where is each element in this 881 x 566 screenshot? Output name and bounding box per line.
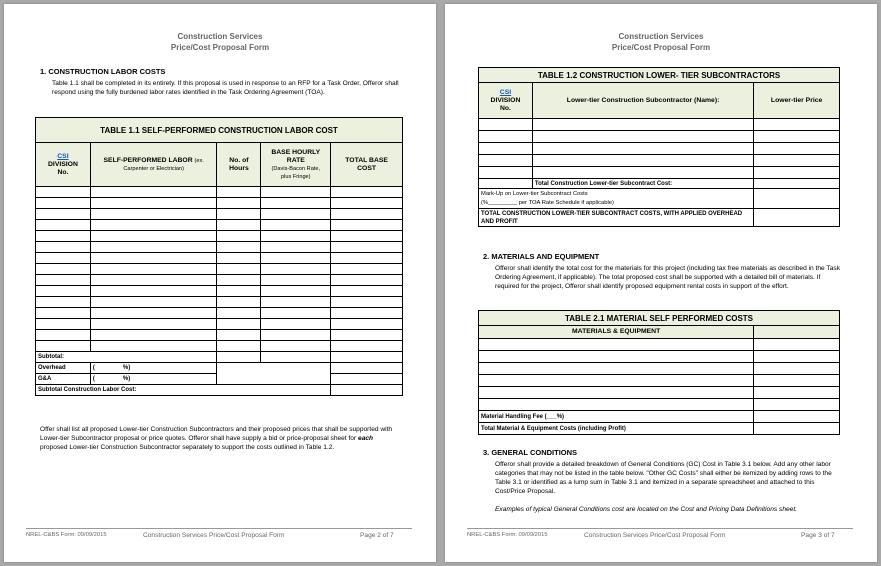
no-label: No. [499,104,511,112]
rate-label-2: RATE [286,156,305,164]
input-cell[interactable] [36,275,91,286]
table-row [36,231,403,242]
labor-label: SELF-PERFORMED LABOR [103,156,193,164]
table-row [36,275,403,286]
input-cell[interactable] [90,198,217,209]
input-cell[interactable] [261,297,331,308]
table-1-2 [478,67,840,227]
input-cell[interactable] [90,286,217,297]
footer-title: Construction Services Price/Cost Proposal Form [584,532,726,539]
input-cell[interactable] [331,198,403,209]
input-cell[interactable] [217,319,261,330]
input-cell[interactable] [217,286,261,297]
input-cell[interactable] [36,286,91,297]
input-cell[interactable] [754,131,840,143]
markup-line-2: (%_________ per TOA Rate Schedule if applicable) [481,199,614,206]
footer-form-id: NREL-C&BS Form: 09/09/2015 [467,532,548,538]
input-cell[interactable] [331,187,403,198]
input-cell[interactable] [331,330,403,341]
input-cell[interactable] [36,253,91,264]
table-2-1-title: TABLE 2.1 MATERIAL SELF PERFORMED COSTS [479,311,840,326]
ga-pct-open: ( [92,376,95,382]
table-row [36,264,403,275]
header-line-2: Price/Cost Proposal Form [170,43,270,52]
input-cell[interactable] [36,330,91,341]
table-2-1 [478,310,840,435]
col-materials-equipment: MATERIALS & EQUIPMENT [479,326,754,339]
rate-label-1: BASE HOURLY [271,148,321,156]
input-cell[interactable] [90,319,217,330]
input-cell[interactable] [90,308,217,319]
ga-pct-close: %) [122,376,131,382]
input-cell[interactable] [261,308,331,319]
input-cell[interactable] [532,143,753,155]
input-cell[interactable] [90,209,217,220]
overhead-pct-close: %) [122,365,131,371]
input-cell[interactable] [331,275,403,286]
input-cell[interactable] [90,297,217,308]
ga-percent[interactable] [90,374,217,385]
input-cell[interactable] [331,253,403,264]
input-cell[interactable] [217,231,261,242]
table-row [479,363,840,375]
footer-page-number: Page 3 of 7 [801,532,835,539]
col-subcontractor-name: Lower-tier Construction Subcontractor (Name): [532,83,753,119]
para2-text: Offer shall list all proposed Lower-tier Construction Subcontractors and their proposed prices that shall be supported with Lower-tier Subcontractor proposal or price quotes. Offeror shall have supply a bid or price-proposal sheet for [40,426,393,442]
col-self-performed-labor [90,143,217,187]
markup-label [479,189,754,209]
footer-rule [26,528,412,529]
input-cell[interactable] [754,167,840,179]
input-cell[interactable] [754,363,840,375]
input-cell[interactable] [36,297,91,308]
col-total-base-cost [331,143,403,187]
total-label-1: TOTAL BASE [345,156,388,164]
total-subcontract-cost[interactable] [754,179,840,189]
input-cell[interactable] [479,399,754,411]
table-row [36,242,403,253]
input-cell[interactable] [754,155,840,167]
csi-link[interactable]: CSI [57,152,69,160]
input-cell[interactable] [217,308,261,319]
subtotal-labor-label: Subtotal Construction Labor Cost: [36,385,331,396]
table-row [36,308,403,319]
input-cell[interactable] [479,339,754,351]
input-cell[interactable] [261,341,331,352]
input-cell[interactable] [261,264,331,275]
input-cell[interactable] [217,275,261,286]
input-cell[interactable] [532,119,753,131]
input-cell[interactable] [90,253,217,264]
input-cell[interactable] [479,167,533,179]
table-row [36,319,403,330]
ga-label: G&A [36,374,91,385]
input-cell[interactable] [217,209,261,220]
input-cell[interactable] [532,167,753,179]
table-row [36,330,403,341]
document-page-2 [4,4,436,562]
table-1-2-body [479,119,840,179]
para2-end: proposed Lower-tier Construction Subcontractor separately to support the costs outlined in Table 1.2. [40,444,335,451]
total-label-2: COST [357,164,377,172]
ga-cost[interactable] [331,374,403,385]
subtotal-hours[interactable] [217,352,261,363]
input-cell[interactable] [261,187,331,198]
col-lower-tier-price: Lower-tier Price [754,83,840,119]
col-base-hourly-rate [261,143,331,187]
input-cell[interactable] [754,375,840,387]
input-cell[interactable] [217,264,261,275]
hours-label-2: Hours [229,164,249,172]
table-row [479,155,840,167]
table-row [36,198,403,209]
total-material-label: Total Material & Equipment Costs (including Profit) [479,423,754,435]
input-cell[interactable] [532,131,753,143]
markup-cost[interactable] [754,189,840,209]
input-cell[interactable] [331,264,403,275]
input-cell[interactable] [331,297,403,308]
overhead-pct-open: ( [92,365,95,371]
paragraph-subcontractors [40,425,402,452]
input-cell[interactable] [331,319,403,330]
input-cell[interactable] [90,242,217,253]
table-row [479,375,840,387]
total-material-cost[interactable] [754,423,840,435]
input-cell[interactable] [261,275,331,286]
table-row [36,209,403,220]
footer-rule [467,528,853,529]
footer-form-id: NREL-C&BS Form: 09/09/2015 [26,532,107,538]
header-line-1: Construction Services [177,32,263,41]
input-cell[interactable] [754,387,840,399]
input-cell[interactable] [90,187,217,198]
hours-label-1: No. of [229,156,249,164]
division-label: DIVISION [48,160,78,168]
input-cell[interactable] [261,319,331,330]
input-cell[interactable] [36,242,91,253]
table-row [479,351,840,363]
input-cell[interactable] [532,155,753,167]
input-cell[interactable] [331,209,403,220]
input-cell[interactable] [90,264,217,275]
input-cell[interactable] [217,242,261,253]
subtotal-labor-cost[interactable] [331,385,403,396]
input-cell[interactable] [331,308,403,319]
input-cell[interactable] [479,143,533,155]
input-cell[interactable] [36,341,91,352]
input-cell[interactable] [261,330,331,341]
input-cell[interactable] [217,198,261,209]
table-row [479,131,840,143]
division-label: DIVISION [490,96,521,104]
table-1-2-title: TABLE 1.2 CONSTRUCTION LOWER- TIER SUBCONTRACTORS [479,68,840,83]
section-1-title: 1. CONSTRUCTION LABOR COSTS [40,67,166,76]
input-cell[interactable] [261,231,331,242]
table-row [479,339,840,351]
page-header [4,31,436,53]
input-cell[interactable] [754,351,840,363]
total-lower-tier-label: TOTAL CONSTRUCTION LOWER-TIER SUBCONTRACT COSTS, WITH APPLIED OVERHEAD AND PROFIT [479,209,754,227]
handling-fee-cost[interactable] [754,411,840,423]
table-row [479,399,840,411]
ga-blank [217,374,331,385]
input-cell[interactable] [331,231,403,242]
table-row [36,341,403,352]
input-cell[interactable] [36,308,91,319]
subtotal-cost[interactable] [331,352,403,363]
input-cell[interactable] [36,220,91,231]
input-cell[interactable] [36,209,91,220]
input-cell[interactable] [754,399,840,411]
input-cell[interactable] [90,341,217,352]
input-cell[interactable] [331,341,403,352]
overhead-blank [217,363,331,374]
footer-page-number: Page 2 of 7 [360,532,394,539]
page-header [445,31,877,53]
input-cell[interactable] [261,209,331,220]
section-3-italic-note: Examples of typical General Conditions cost are located on the Cost and Pricing Data Definitions sheet. [495,506,798,513]
table-row [479,387,840,399]
col-csi-division [479,83,533,119]
input-cell[interactable] [90,330,217,341]
input-cell[interactable] [479,351,754,363]
rate-sub-1: (Davis-Bacon Rate, [271,165,321,172]
no-label: No. [57,168,69,176]
input-cell[interactable] [479,155,533,167]
section-2-text: Offeror shall identify the total cost for the materials for this project (including tax free materials as described in the Task Ordering Agreement, if applicable). The total proposed cost shall be supported with a detailed bill of materials. If required for the project, Offeror shall identify proposed equipment rental costs in support of the effort. [495,265,840,290]
table-row [479,167,840,179]
input-cell[interactable] [331,242,403,253]
input-cell[interactable] [479,119,533,131]
input-cell[interactable] [479,387,754,399]
input-cell[interactable] [217,330,261,341]
para2-each: each [358,435,374,442]
overhead-label: Overhead [36,363,91,374]
table-1-1 [35,117,403,396]
input-cell[interactable] [217,187,261,198]
table-row [479,143,840,155]
input-cell[interactable] [90,220,217,231]
section-3-title: 3. GENERAL CONDITIONS [483,448,578,457]
input-cell[interactable] [261,253,331,264]
input-cell[interactable] [90,275,217,286]
handling-fee-label: Material Handling Fee (___%) [479,411,754,423]
subtotal-label: Subtotal: [36,352,217,363]
input-cell[interactable] [754,143,840,155]
section-3-text: Offeror shall provide a detailed breakdown of General Conditions (GC) Cost in Table 3.1 below. Add any other labor categories that may not be listed in the table below. "Other GC Costs" shall either be itemized by adding rows to the Table 3.1 or identified as a lump sum in Table 3.1 and itemized in a separate spreadsheet and attached to this Cost/Price Proposal. [495,461,832,495]
overhead-cost[interactable] [331,363,403,374]
subtotal-rate[interactable] [261,352,331,363]
input-cell[interactable] [36,198,91,209]
input-cell[interactable] [754,119,840,131]
rate-sub-2: plus Fringe) [281,173,311,180]
input-cell[interactable] [331,220,403,231]
input-cell[interactable] [36,319,91,330]
input-cell[interactable] [261,198,331,209]
input-cell[interactable] [261,242,331,253]
markup-line-1: Mark-Up on Lower-tier Subcontract Costs [481,190,588,197]
input-cell[interactable] [90,231,217,242]
table-row [36,220,403,231]
overhead-percent[interactable] [90,363,217,374]
table-1-1-body [36,187,403,352]
input-cell[interactable] [479,375,754,387]
table-row [36,253,403,264]
labor-ex: (ex. [194,157,204,164]
footer-title: Construction Services Price/Cost Proposal Form [143,532,285,539]
col-cost [754,326,840,339]
labor-sub: Carpenter or Electrician) [123,165,184,172]
total-subcontract-label: Total Construction Lower-tier Subcontract Cost: [532,179,753,189]
input-cell[interactable] [261,220,331,231]
table-row [36,187,403,198]
input-cell[interactable] [479,131,533,143]
table-1-1-title: TABLE 1.1 SELF-PERFORMED CONSTRUCTION LABOR COST [36,118,403,143]
input-cell[interactable] [479,363,754,375]
input-cell[interactable] [217,253,261,264]
section-1-text: Table 1.1 shall be completed in its entirety. If this proposal is used in response to an RFP for a Task Order, Offeror shall respond using the fully burdened labor rates identified in the Task Ordering Agreement (TOA). [52,80,399,96]
col-csi-division [36,143,91,187]
input-cell[interactable] [36,264,91,275]
input-cell[interactable] [36,231,91,242]
table-row [36,297,403,308]
total-lower-tier-cost[interactable] [754,209,840,227]
table-row [479,119,840,131]
input-cell[interactable] [754,339,840,351]
input-cell[interactable] [217,341,261,352]
input-cell[interactable] [217,220,261,231]
document-page-3 [445,4,877,562]
total-blank [479,179,533,189]
table-row [36,286,403,297]
csi-link[interactable]: CSI [499,88,512,96]
input-cell[interactable] [36,187,91,198]
header-line-1: Construction Services [618,32,704,41]
input-cell[interactable] [331,286,403,297]
table-2-1-body [479,339,840,411]
input-cell[interactable] [217,297,261,308]
header-line-2: Price/Cost Proposal Form [611,43,711,52]
section-2-title: 2. MATERIALS AND EQUIPMENT [483,252,600,261]
col-hours [217,143,261,187]
input-cell[interactable] [261,286,331,297]
